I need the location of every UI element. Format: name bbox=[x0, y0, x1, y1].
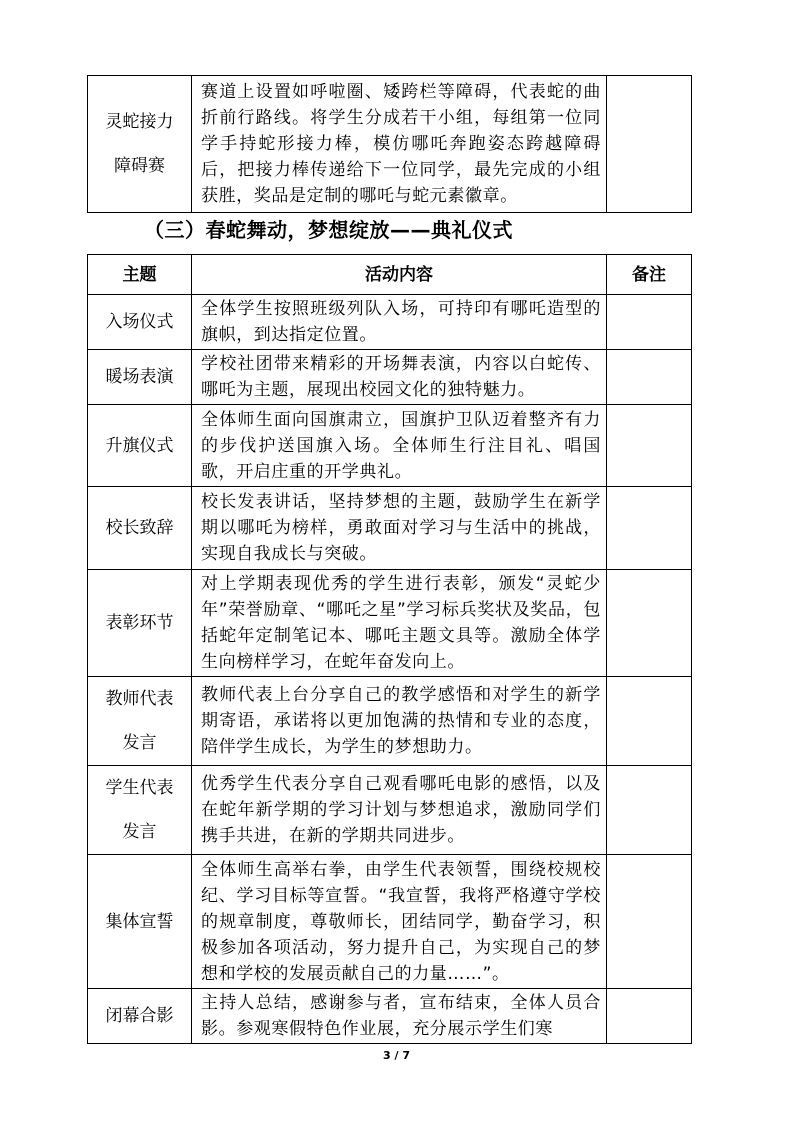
row-note bbox=[607, 76, 692, 213]
row-content: 赛道上设置如呼啦圈、矮跨栏等障碍，代表蛇的曲折前行路线。将学生分成若干小组，每组第一位同学手持蛇形接力棒，模仿哪吒奔跑姿态跨越障碍后，把接力棒传递给下一位同学，最先完成的小组获胜，奖品是定制的哪吒与蛇元素徽章。 bbox=[192, 76, 607, 213]
row-note bbox=[607, 989, 692, 1044]
table-header-row bbox=[88, 255, 692, 295]
header-note: 备注 bbox=[607, 255, 692, 295]
row-note bbox=[607, 855, 692, 989]
row-theme: 闭幕合影 bbox=[88, 989, 192, 1044]
row-theme: 升旗仪式 bbox=[88, 405, 192, 487]
row-theme: 暖场表演 bbox=[88, 350, 192, 405]
section-title bbox=[0, 212, 793, 248]
row-content: 校长发表讲话，坚持梦想的主题，鼓励学生在新学期以哪吒为榜样，勇敢面对学习与生活中的挑战，实现自我成长与突破。 bbox=[192, 487, 607, 570]
table-row bbox=[88, 989, 692, 1044]
row-note bbox=[607, 295, 692, 350]
table-row bbox=[88, 76, 692, 213]
row-theme: 表彰环节 bbox=[88, 570, 192, 677]
row-content: 全体师生高举右拳，由学生代表领誓，围绕校规校纪、学习目标等宣誓。“我宣誓，我将严格遵守学校的规章制度，尊敬师长，团结同学，勤奋学习，积极参加各项活动，努力提升自己，为实现自己的梦想和学校的发展贡献自己的力量……”。 bbox=[192, 855, 607, 989]
row-note bbox=[607, 487, 692, 570]
row-content: 学校社团带来精彩的开场舞表演，内容以白蛇传、哪吒为主题，展现出校园文化的独特魅力。 bbox=[192, 350, 607, 405]
row-theme: 集体宣誓 bbox=[88, 855, 192, 989]
table-row bbox=[88, 405, 692, 487]
table-row bbox=[88, 350, 692, 405]
row-content: 优秀学生代表分享自己观看哪吒电影的感悟，以及在蛇年新学期的学习计划与梦想追求，激励同学们携手共进，在新的学期共同进步。 bbox=[192, 766, 607, 855]
row-note bbox=[607, 570, 692, 677]
row-content: 对上学期表现优秀的学生进行表彰，颁发“灵蛇少年”荣誉励章、“哪吒之星”学习标兵奖状及奖品，包括蛇年定制笔记本、哪吒主题文具等。激励全体学生向榜样学习，在蛇年奋发向上。 bbox=[192, 570, 607, 677]
table-row bbox=[88, 855, 692, 989]
relay-race-table bbox=[87, 75, 692, 213]
table-row bbox=[88, 766, 692, 855]
row-content: 教师代表上台分享自己的教学感悟和对学生的新学期寄语，承诺将以更加饱满的热情和专业的态度，陪伴学生成长，为学生的梦想助力。 bbox=[192, 677, 607, 766]
row-note bbox=[607, 405, 692, 487]
row-content: 全体学生按照班级列队入场，可持印有哪吒造型的旗帜，到达指定位置。 bbox=[192, 295, 607, 350]
page-number: 3 / 7 bbox=[383, 1049, 410, 1062]
row-note bbox=[607, 350, 692, 405]
section-title-text: （三）春蛇舞动，梦想绽放——典礼仪式 bbox=[144, 218, 513, 242]
table-row bbox=[88, 295, 692, 350]
row-theme: 学生代表发言 bbox=[88, 766, 192, 855]
row-note bbox=[607, 677, 692, 766]
header-content: 活动内容 bbox=[192, 255, 607, 295]
ceremony-table bbox=[87, 254, 692, 1044]
row-content: 全体师生面向国旗肃立，国旗护卫队迈着整齐有力的步伐护送国旗入场。全体师生行注目礼、唱国歌，开启庄重的开学典礼。 bbox=[192, 405, 607, 487]
table-row bbox=[88, 677, 692, 766]
table-row bbox=[88, 570, 692, 677]
header-theme: 主题 bbox=[88, 255, 192, 295]
row-theme: 入场仪式 bbox=[88, 295, 192, 350]
row-note bbox=[607, 766, 692, 855]
row-theme: 校长致辞 bbox=[88, 487, 192, 570]
row-content: 主持人总结，感谢参与者，宣布结束，全体人员合影。参观寒假特色作业展，充分展示学生们寒 bbox=[192, 989, 607, 1044]
table-row bbox=[88, 487, 692, 570]
row-theme: 教师代表发言 bbox=[88, 677, 192, 766]
row-theme: 灵蛇接力障碍赛 bbox=[88, 76, 192, 213]
